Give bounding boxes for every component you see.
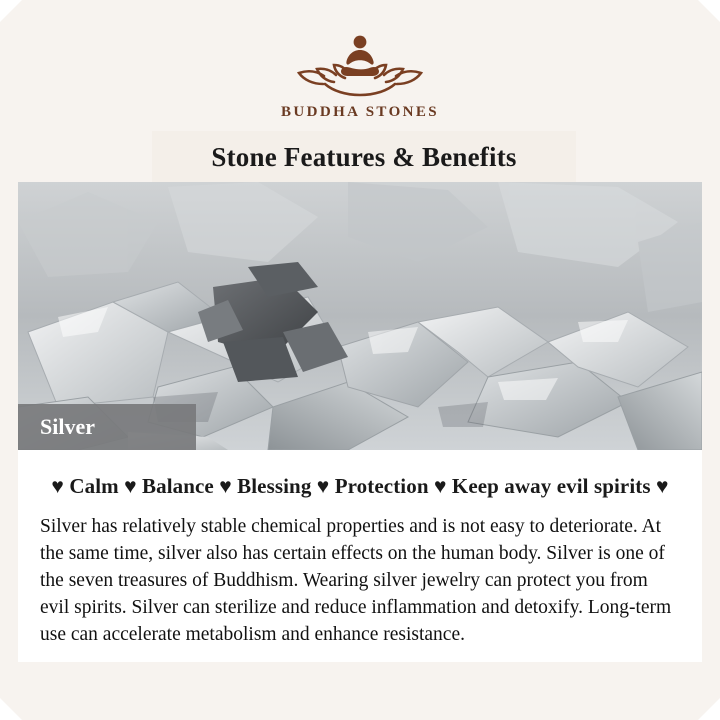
- stone-description-text: Silver has relatively stable chemical properties and is not easy to deteriorate. At the same time, silver also has certain effects on the human body. Silver is one of the seven treasures of Buddhism. Wearing silver jewelry can protect you from evil spirits. Silver can sterilize and reduce inflammation and detoxify. Long-term use can accelerate metabolism and enhance resistance.: [40, 516, 672, 645]
- stone-description-panel: [18, 450, 702, 662]
- stone-name: Silver: [40, 414, 95, 439]
- page-title: Stone Features & Benefits: [211, 141, 517, 172]
- section-title-bar: [152, 131, 576, 183]
- brand-logo: [0, 26, 720, 121]
- corner-cut-bottom-left: [0, 698, 22, 720]
- stone-name-badge: [18, 404, 196, 450]
- benefit-keywords: ♥ Calm ♥ Balance ♥ Blessing ♥ Protection ♥ Keep away evil spirits ♥: [51, 474, 669, 498]
- corner-cut-top-left: [0, 0, 22, 22]
- lotus-buddha-icon: [285, 26, 435, 98]
- corner-cut-bottom-right: [698, 698, 720, 720]
- brand-name: BUDDHA STONES: [280, 104, 440, 120]
- corner-cut-top-right: [698, 0, 720, 22]
